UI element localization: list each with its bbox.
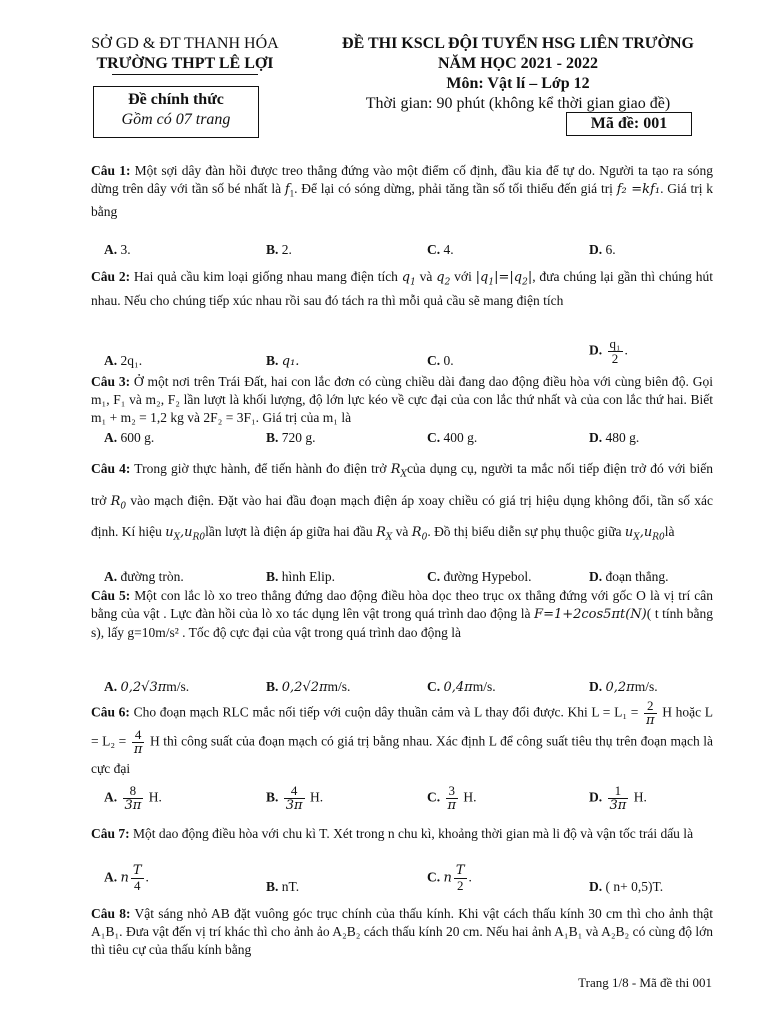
question-4: Câu 4: Trong giờ thực hành, để tiến hành đo điện trở $R_Xcủa$ dụng cụ, người ta mắc nối tiếp điện trở đó với biến trở $R_0$ vào mạch điện. Đặt vào hai đầu đoạn mạch điện áp xoay chiều có giá trị hiệu dụng không đổi, tần số xác định. Kí hiệu $u_X,u_{R0}lần$ lượt là điện áp giữa hai đầu $R_X$ và $R_0$. Đồ thị biểu diễn sự phụ thuộc giữa $u_X,u_{R0}là$: [91, 461, 713, 543]
header-left: [60, 34, 310, 75]
answer-b[interactable]: B. 720 g.: [266, 430, 316, 445]
question-text: H hoặc L = L₂ =: [91, 704, 714, 749]
answer-d[interactable]: D. $\frac{1}{3\pi}$ H.: [589, 783, 647, 813]
header-right: [318, 34, 718, 114]
question-5: [91, 587, 713, 642]
answer-c[interactable]: C. $\frac{3}{\pi}$ H.: [427, 783, 477, 813]
answer-d[interactable]: D. 480 g.: [589, 430, 640, 445]
official-label: Đề chính thức: [128, 91, 224, 108]
subject: Môn: Vật lí – Lớp 12: [446, 75, 590, 92]
question-number: Câu 4:: [91, 461, 131, 476]
answer-b[interactable]: B. $\frac{4}{3\pi}$ H.: [266, 783, 324, 813]
answer-b[interactable]: B. 0,2√2πm/s.: [266, 679, 351, 695]
question-8: [91, 905, 713, 959]
question-number: Câu 3:: [91, 374, 131, 389]
header-divider: [112, 74, 258, 75]
force-formula: F=1+2cos5πt(N): [534, 607, 647, 622]
question-number: Câu 6:: [91, 704, 130, 720]
formula: f: [284, 182, 290, 197]
question-2: Câu 2: Hai quả cầu kim loại giống nhau mang điện tích $q_1$ và $q_2$ với $|q_1|=|q_2|$, đưa chúng lại gần thì chúng hút nhau. Nếu cho chúng tiếp xúc nhau rồi sau đó tách ra thì mỗi quả cầu sẽ mang điện tích: [91, 269, 714, 308]
question-text: Vật sáng nhỏ AB đặt vuông góc trục chính của thấu kính. Khi vật cách thấu kính 30 cm thì cho ảnh thật A₁B₁. Đưa vật đến vị trí khác thì cho ảnh ảo A₂B₂ cách thấu kính 20 cm. Nếu hai ảnh A₁B₁ và A₂B₂ có cùng độ lớn thì tiêu cự của thấu kính bằng: [91, 906, 713, 957]
question-text: Trong giờ thực hành, để tiến hành đo điện trở: [130, 461, 391, 476]
answer-b[interactable]: B. hình Elip.: [266, 569, 336, 584]
question-number: Câu 7:: [91, 826, 130, 841]
question-text: với: [450, 269, 476, 284]
page-footer: Trang 1/8 - Mã đề thi 001: [578, 975, 712, 990]
answer-a[interactable]: A. 0,2√3πm/s.: [104, 679, 190, 695]
question-text: Một sợi dây đàn hồi được treo thẳng đứng vào một điểm cố định, đầu kia để tự do. Người ta tạo ra sóng dừng trên dây với tần số bé nhất là: [91, 163, 713, 196]
question-6: Câu 6: Cho đoạn mạch RLC mắc nối tiếp với cuộn dây thuần cảm và L thay đổi được. Khi L = L₁ = $\frac{2}{\pi}$ H hoặc L = L₂ = $\frac{4}{\pi}$ H thì công suất của đoạn mạch có giá trị bằng nhau. Xác định L để công suất tiêu thụ trên đoạn mạch là cực đại: [91, 698, 714, 776]
answer-d[interactable]: D. $\frac{\text{q₁}}{2}$ .: [589, 336, 628, 366]
question-3: [91, 373, 713, 427]
department-name: SỞ GD & ĐT THANH HÓA: [91, 35, 279, 52]
answer-a[interactable]: A. đường tròn.: [104, 569, 184, 584]
page-count: Gồm có 07 trang: [121, 111, 231, 128]
answer-c[interactable]: C. 0.: [427, 353, 454, 368]
answer-a[interactable]: A. 3.: [104, 242, 131, 257]
question-text: . Đồ thị biểu diễn sự phụ thuộc giữa: [427, 524, 625, 540]
answer-a[interactable]: A. 600 g.: [104, 430, 155, 445]
time-limit: Thời gian: 90 phút (không kể thời gian giao đề): [365, 95, 671, 112]
answer-c[interactable]: C. 4.: [427, 242, 454, 257]
official-box: [93, 86, 259, 138]
question-1: Câu 1: Một sợi dây đàn hồi được treo thẳng đứng vào một điểm cố định, đầu kia để tự do. Người ta tạo ra sóng dừng trên dây với tần số bé nhất là $f_1$. Để lại có sóng dừng, phải tăng tần số tối thiểu đến giá trị f₂ =kf₁. Giá trị k bằng: [91, 163, 713, 219]
answer-a[interactable]: A. n $\frac{T}{4}$ .: [104, 863, 149, 893]
exam-code: Mã đề: 001: [566, 112, 692, 136]
question-number: Câu 1:: [91, 163, 131, 178]
question-text: . Để lại có sóng dừng, phải tăng tần số tối thiểu đến giá trị: [294, 181, 617, 196]
answer-b[interactable]: B. q₁.: [266, 353, 300, 369]
question-text: Cho đoạn mạch RLC mắc nối tiếp với cuộn dây thuần cảm và L thay đổi được. Khi L = L₁ =: [129, 704, 642, 720]
question-number: Câu 8:: [91, 906, 131, 921]
answer-d[interactable]: D. ( n+ 0,5)T.: [589, 879, 664, 894]
answer-c[interactable]: C. đường Hypebol.: [427, 569, 532, 584]
answer-d[interactable]: D. đoạn thẳng.: [589, 569, 669, 584]
question-text: H thì công suất của đoạn mạch có giá trị bằng nhau. Xác định L để công suất tiêu thụ trên đoạn mạch là cực đại: [91, 733, 713, 776]
question-text: vào mạch điện. Đặt vào hai đầu đoạn mạch điện áp xoay chiều có giá trị hiệu dụng không đổi, tần số xác định. Kí hiệu: [91, 492, 713, 540]
answer-a[interactable]: A. $\frac{8}{3\pi}$ H.: [104, 783, 162, 813]
school-year: NĂM HỌC 2021 - 2022: [438, 55, 598, 72]
question-text: Ở một nơi trên Trái Đất, hai con lắc đơn có cùng chiều dài đang dao động điều hòa với cùng biên độ. Gọi m₁, F₁ và m₂, F₂ lần lượt là khối lượng, độ lớn lực kéo về cực đại của con lắc thứ nhất và của con lắc thứ hai. Biết m₁ + m₂ = 1,2 kg và 2F₂ = 3F₁. Giá trị của m₁ là: [91, 374, 713, 425]
question-text: và: [415, 269, 437, 284]
answer-a[interactable]: A. 2q₁.: [104, 353, 143, 368]
question-text: là: [664, 524, 675, 540]
exam-title: ĐỀ THI KSCL ĐỘI TUYỂN HSG LIÊN TRƯỜNG: [342, 35, 694, 52]
answer-c[interactable]: C. 400 g.: [427, 430, 478, 445]
formula: f₂ =kf₁: [616, 182, 661, 197]
answer-b[interactable]: B. nT.: [266, 879, 300, 894]
question-text: lần lượt là điện áp giữa hai đầu: [205, 524, 377, 540]
question-text: Một dao động điều hòa với chu kì T. Xét trong n chu kì, khoảng thời gian mà li độ và vận tốc trái dấu là: [129, 826, 694, 841]
question-text: của dụng cụ, người ta mắc nối tiếp điện trở đó với biến trở: [91, 461, 713, 508]
question-text: Một con lắc lò xo treo thẳng đứng dao động điều hòa dọc theo trục ox thẳng đứng với gốc O là vị trí cân bằng của vật . Lực đàn hồi của lò xo tác dụng lên vật trong quá trình dao động là: [91, 588, 713, 621]
answer-d[interactable]: D. 0,2πm/s.: [589, 679, 658, 695]
question-number: Câu 2:: [91, 269, 131, 284]
answer-c[interactable]: C. 0,4πm/s.: [427, 679, 496, 695]
question-text: , đưa chúng lại gần thì chúng hút nhau. Nếu cho chúng tiếp xúc nhau rồi sau đó tách ra thì mỗi quả cầu sẽ mang điện tích: [91, 269, 714, 308]
question-text: . Giá trị k bằng: [91, 181, 713, 219]
question-number: Câu 5:: [91, 588, 131, 603]
question-text: và: [392, 524, 412, 540]
answer-c[interactable]: C. n $\frac{T}{2}$ .: [427, 863, 472, 893]
school-name: TRƯỜNG THPT LÊ LỢI: [96, 55, 274, 72]
answer-b[interactable]: B. 2.: [266, 242, 292, 257]
answer-d[interactable]: D. 6.: [589, 242, 616, 257]
question-text: ( t tính bằng s), lấy g=10m/s² . Tốc độ cực đại của vật trong quá trình dao động là: [91, 606, 713, 640]
question-text: Hai quả cầu kim loại giống nhau mang điện tích: [130, 269, 402, 284]
question-7: [91, 825, 713, 843]
